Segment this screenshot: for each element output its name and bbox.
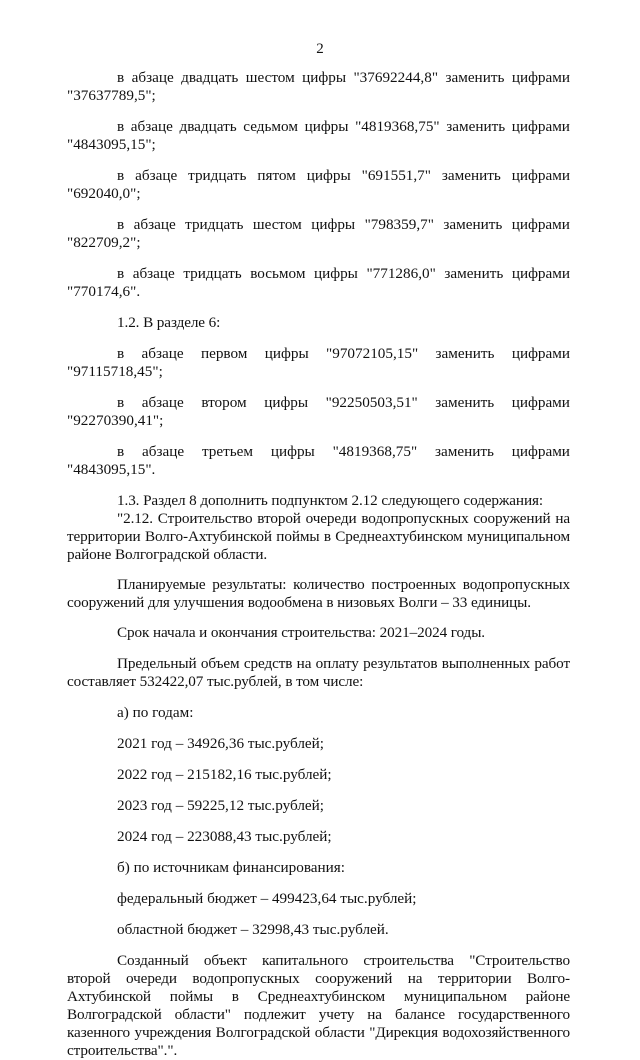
word: цифры — [264, 394, 309, 411]
word: шестом — [245, 69, 295, 86]
amendment-section-6-line-2 — [67, 394, 570, 412]
word: тридцать — [188, 167, 247, 184]
word: пятом — [257, 167, 296, 184]
word: в — [117, 443, 125, 460]
word: цифры — [313, 265, 358, 282]
year-amount-2: 2022 год – 215182,16 тыс.рублей; — [117, 766, 332, 783]
word: цифрами — [511, 118, 570, 135]
word: цифры — [304, 118, 349, 135]
word: двадцать — [181, 69, 239, 86]
amendment-new-value-4: "822709,2"; — [67, 234, 141, 251]
final-paragraph: Созданный объект капитального строительства "Строительство второй очереди водопропускных сооружений на территории Волго-Ахтубинской поймы в Среднеахтубинском муниципальном районе Волгоградской области" подлежит учету на балансе государственного казенного учреждения Волгоградской области "Дирекция водохозяйственного строительства".". — [67, 952, 570, 1059]
word: в — [117, 216, 125, 233]
word: абзаце — [141, 394, 184, 411]
year-amount-3: 2023 год – 59225,12 тыс.рублей; — [117, 797, 325, 814]
word: в — [117, 345, 125, 362]
word: заменить — [441, 167, 501, 184]
word: тридцать — [183, 265, 242, 282]
amendment-section-6-line-3 — [67, 443, 570, 461]
word: цифры — [264, 345, 309, 362]
by-years-list — [67, 735, 570, 846]
amendment-line-2 — [67, 118, 570, 136]
word: "691551,7" — [361, 167, 431, 184]
amendment-section-6-line-1 — [67, 345, 570, 363]
word: заменить — [435, 443, 494, 460]
word: третьем — [201, 443, 254, 460]
word: в — [117, 167, 125, 184]
word: шестом — [252, 216, 302, 233]
word: заменить — [444, 265, 504, 282]
word: "4819368,75" — [332, 443, 418, 460]
amendments-list — [67, 69, 570, 301]
word: абзаце — [130, 118, 173, 135]
word: двадцать — [179, 118, 237, 135]
by-years-heading: а) по годам: — [117, 704, 194, 721]
word: "37692244,8" — [353, 69, 439, 86]
word: абзаце — [131, 69, 174, 86]
word: в — [117, 118, 125, 135]
funding-limit: Предельный объем средств на оплату результатов выполненных работ составляет 532422,07 тыс.рублей, в том числе: — [67, 655, 570, 690]
amendments-list-section-6 — [67, 345, 570, 479]
word: в — [117, 69, 125, 86]
word: заменить — [435, 345, 495, 362]
subitem-2-12: "2.12. Строительство второй очереди водопропускных сооружений на территории Волго-Ахтубинской поймы в Среднеахтубинском муниципальном районе Волгоградской области. — [67, 510, 570, 563]
word: "771286,0" — [366, 265, 436, 282]
amendment-section-6-new-value-1: "97115718,45"; — [67, 363, 163, 380]
by-sources-heading: б) по источникам финансирования: — [117, 859, 345, 876]
word: абзаце — [132, 265, 175, 282]
amendment-line-3 — [67, 167, 570, 185]
word: цифрами — [511, 167, 570, 184]
document-body — [67, 69, 570, 1060]
word: цифры — [311, 216, 356, 233]
word: втором — [201, 394, 247, 411]
amendment-new-value-2: "4843095,15"; — [67, 136, 156, 153]
word: абзаце — [133, 216, 176, 233]
word: цифрами — [511, 345, 570, 362]
word: цифрами — [511, 265, 570, 282]
word: в — [117, 394, 125, 411]
word: цифрами — [511, 69, 570, 86]
word: "97072105,15" — [326, 345, 419, 362]
word: седьмом — [243, 118, 298, 135]
section-heading-1-3: 1.3. Раздел 8 дополнить подпунктом 2.12 следующего содержания: — [117, 492, 543, 509]
amendment-line-4 — [67, 216, 570, 234]
word: абзаце — [135, 167, 178, 184]
word: "798359,7" — [364, 216, 434, 233]
amendment-section-6-new-value-2: "92270390,41"; — [67, 412, 164, 429]
section-heading-1-2: 1.2. В разделе 6: — [117, 314, 221, 331]
amendment-line-1 — [67, 69, 570, 87]
word: заменить — [443, 216, 503, 233]
word: заменить — [435, 394, 495, 411]
amendment-new-value-5: "770174,6". — [67, 283, 141, 300]
amendment-new-value-1: "37637789,5"; — [67, 87, 156, 104]
source-amount-2: областной бюджет – 32998,43 тыс.рублей. — [117, 921, 389, 938]
word: заменить — [446, 118, 506, 135]
word: абзаце — [142, 443, 185, 460]
word: в — [117, 265, 125, 282]
word: абзаце — [141, 345, 184, 362]
word: цифры — [302, 69, 347, 86]
year-amount-4: 2024 год – 223088,43 тыс.рублей; — [117, 828, 332, 845]
by-sources-list — [67, 890, 570, 939]
word: первом — [200, 345, 248, 362]
source-amount-1: федеральный бюджет – 499423,64 тыс.рублей; — [117, 890, 417, 907]
construction-period: Срок начала и окончания строительства: 2021–2024 годы. — [117, 624, 485, 641]
word: восьмом — [250, 265, 306, 282]
word: цифры — [270, 443, 315, 460]
amendment-line-5 — [67, 265, 570, 283]
word: цифрами — [511, 443, 570, 460]
word: "92250503,51" — [325, 394, 418, 411]
word: цифры — [306, 167, 351, 184]
word: "4819368,75" — [355, 118, 440, 135]
word: цифрами — [511, 394, 570, 411]
amendment-new-value-3: "692040,0"; — [67, 185, 141, 202]
amendment-section-6-new-value-3: "4843095,15". — [67, 461, 156, 478]
word: тридцать — [185, 216, 244, 233]
page-number: 2 — [316, 41, 324, 57]
word: цифрами — [511, 216, 570, 233]
word: заменить — [445, 69, 505, 86]
planned-results: Планируемые результаты: количество построенных водопропускных сооружений для улучшения водообмена в низовьях Волги – 33 единицы. — [67, 576, 570, 611]
year-amount-1: 2021 год – 34926,36 тыс.рублей; — [117, 735, 325, 752]
